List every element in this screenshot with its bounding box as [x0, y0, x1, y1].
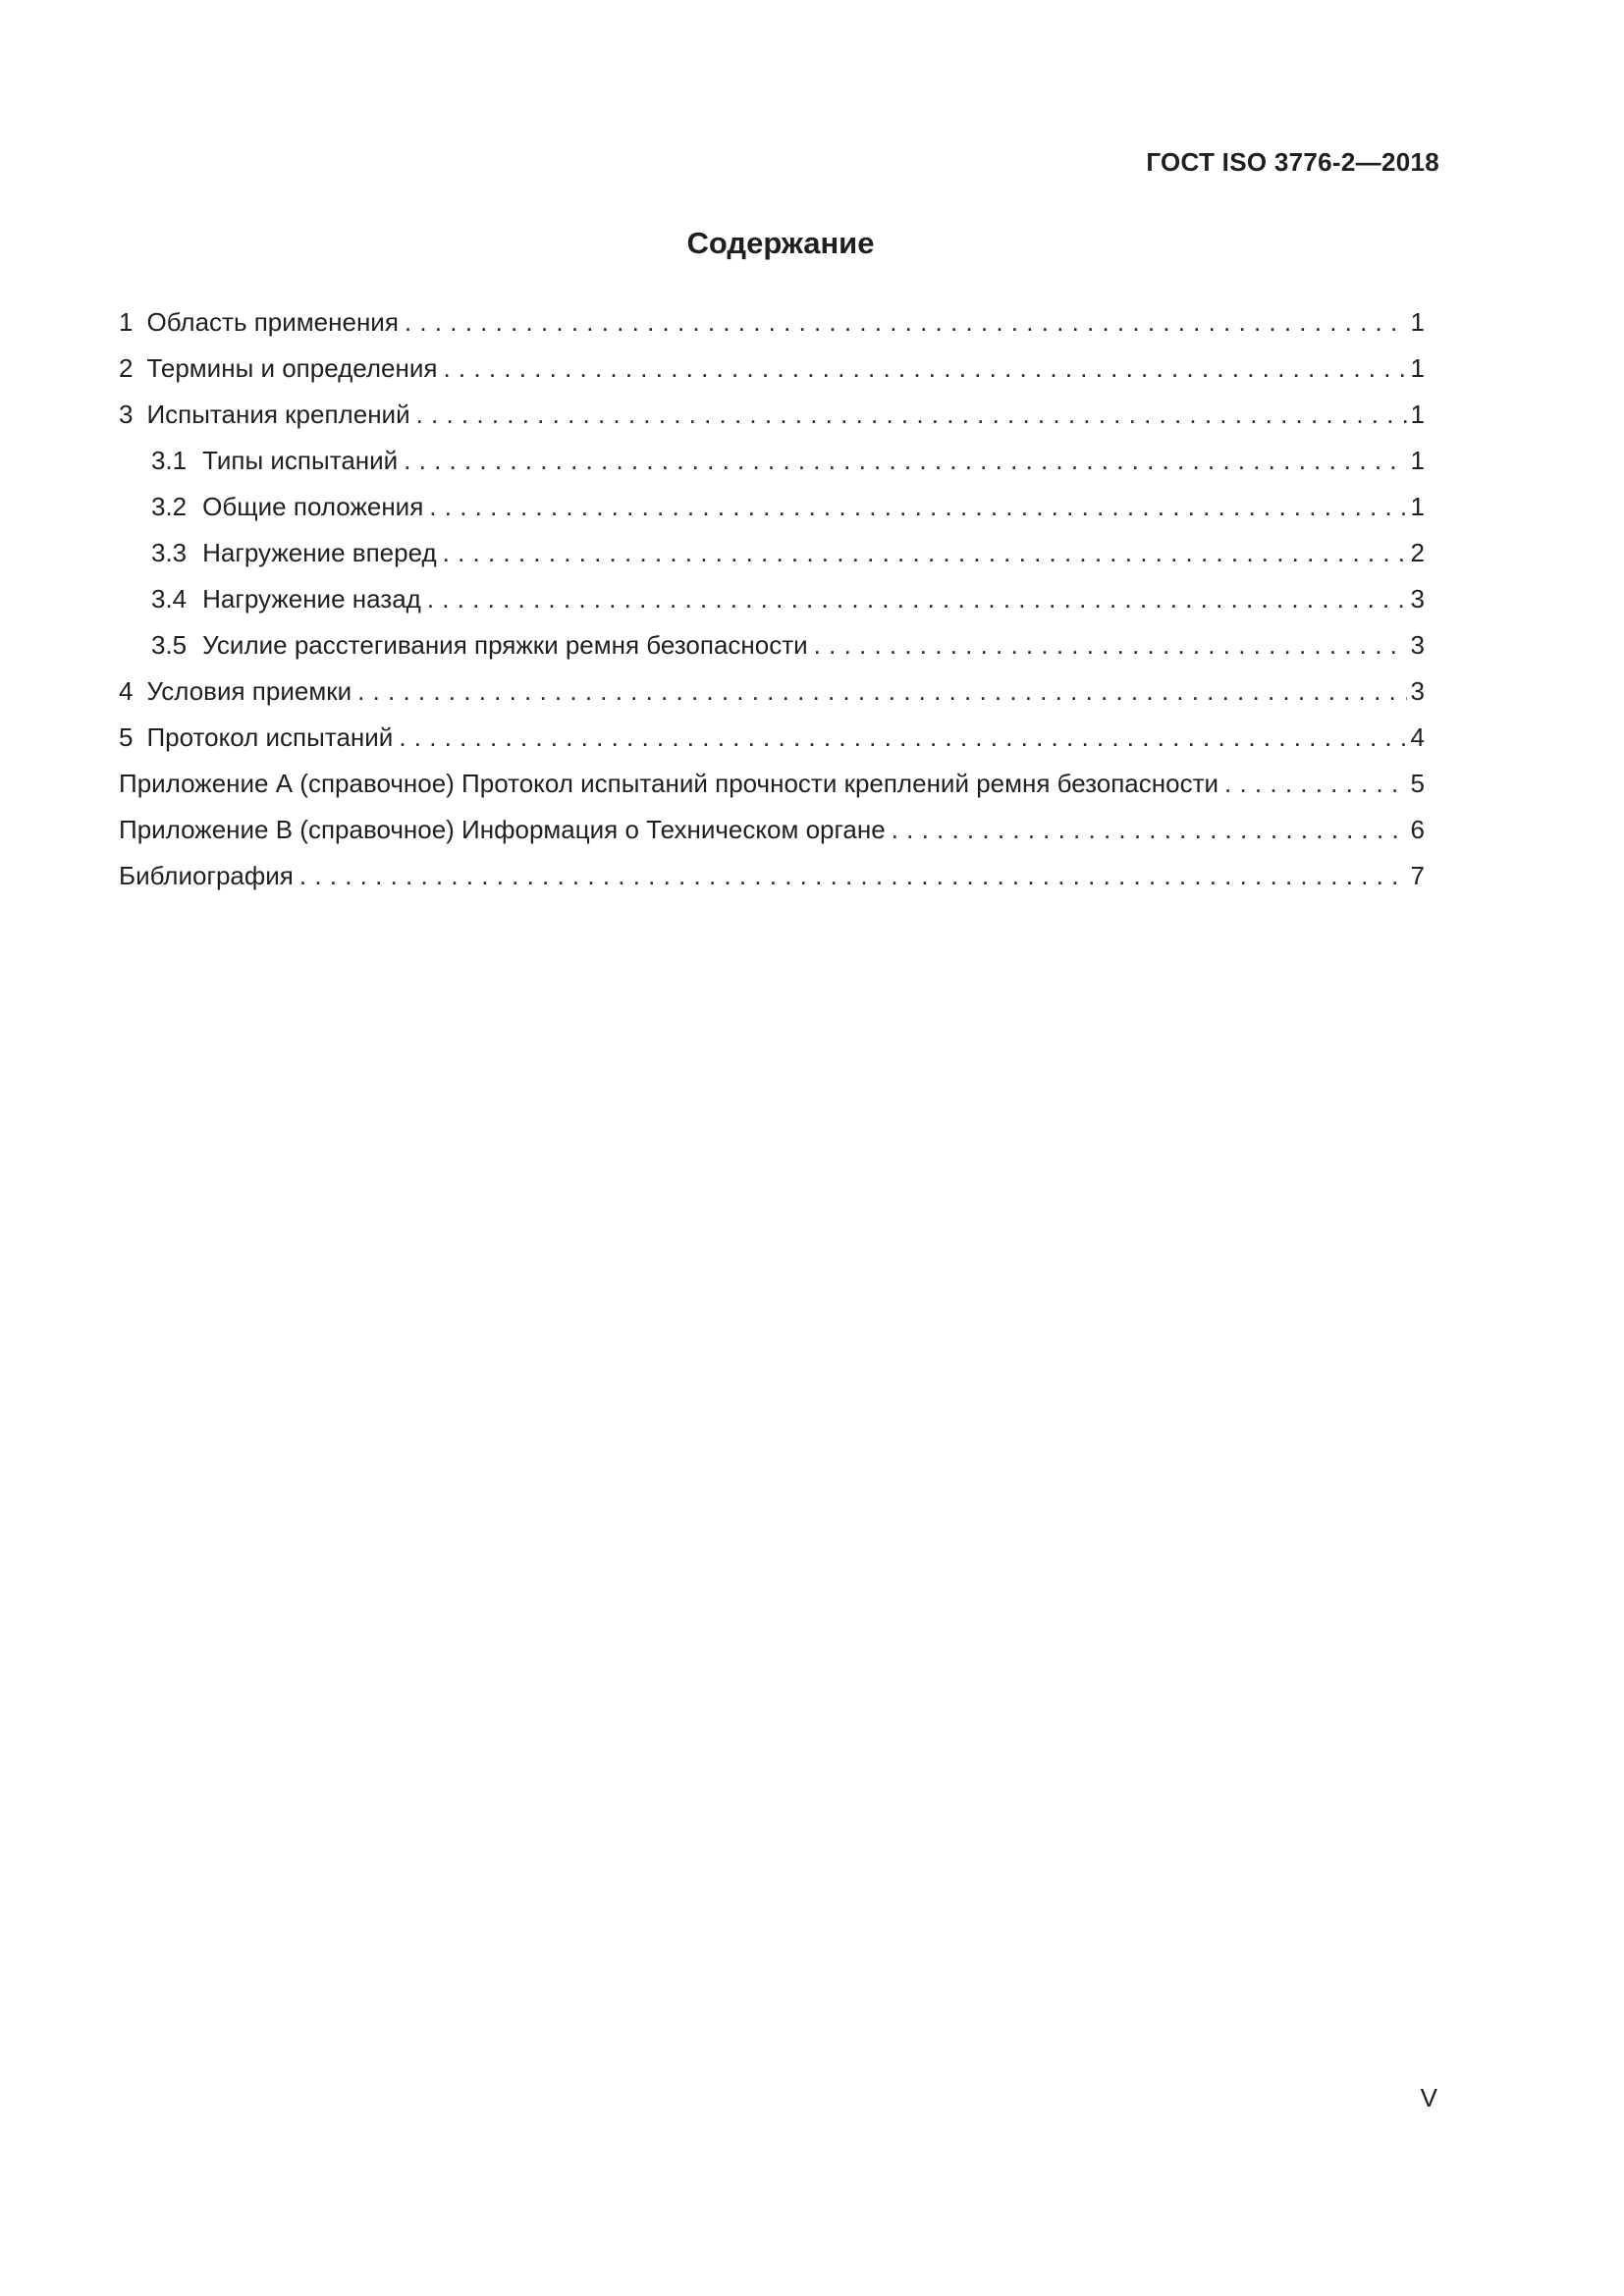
document-code: ГОСТ ISO 3776-2—2018	[1146, 147, 1439, 177]
page-number: V	[1420, 2083, 1437, 2112]
toc-leader-dots	[429, 484, 1406, 530]
toc-entry-number: 3.4	[151, 584, 188, 614]
toc-entry-title: Нагружение вперед	[202, 538, 437, 567]
toc-entry-number: 3.2	[151, 492, 188, 521]
toc-leader-dots	[357, 668, 1406, 715]
toc-entry-title: Область применения	[146, 307, 399, 337]
toc-leader-dots	[427, 576, 1407, 622]
table-of-contents	[119, 299, 1425, 899]
toc-entry-title: Протокол испытаний	[146, 722, 394, 752]
toc-entry-4[interactable]	[119, 668, 1425, 715]
toc-entry-number: 2	[119, 353, 134, 383]
toc-entry-bibliography[interactable]	[119, 853, 1425, 899]
toc-entry-3-3[interactable]	[119, 530, 1425, 576]
toc-entry-number: 3.1	[151, 446, 188, 475]
toc-entry-title: Общие положения	[202, 492, 424, 521]
toc-entry-page: 1	[1410, 353, 1425, 383]
toc-entry-page: 6	[1410, 815, 1425, 844]
toc-entry-number: 3.5	[151, 630, 188, 660]
toc-leader-dots	[399, 715, 1406, 761]
toc-entry-title: Испытания креплений	[146, 400, 410, 429]
toc-leader-dots	[416, 392, 1407, 438]
toc-entry-page: 1	[1410, 446, 1425, 475]
toc-leader-dots	[892, 807, 1407, 853]
toc-entry-number: 1	[119, 307, 134, 337]
toc-title: Содержание	[686, 226, 875, 260]
toc-entry-1[interactable]	[119, 299, 1425, 346]
toc-entry-page: 4	[1410, 722, 1425, 752]
toc-entry-3[interactable]	[119, 392, 1425, 438]
toc-leader-dots	[443, 346, 1406, 392]
toc-leader-dots	[299, 853, 1407, 899]
toc-leader-dots	[404, 438, 1406, 484]
toc-entry-page: 1	[1410, 492, 1425, 521]
toc-leader-dots	[1224, 761, 1407, 807]
toc-entry-title: Условия приемки	[146, 676, 352, 706]
toc-entry-number: 5	[119, 722, 134, 752]
toc-entry-title: Термины и определения	[146, 353, 438, 383]
toc-leader-dots	[814, 622, 1407, 668]
toc-entry-number: 4	[119, 676, 134, 706]
toc-entry-3-2[interactable]	[119, 484, 1425, 530]
toc-entry-title: Усилие расстегивания пряжки ремня безопасности	[202, 630, 808, 660]
toc-entry-number: 3	[119, 400, 134, 429]
toc-entry-3-1[interactable]	[119, 438, 1425, 484]
toc-entry-5[interactable]	[119, 715, 1425, 761]
toc-entry-3-4[interactable]	[119, 576, 1425, 622]
toc-entry-number: 3.3	[151, 538, 188, 567]
toc-entry-page: 1	[1410, 400, 1425, 429]
toc-entry-title: Библиография	[119, 861, 294, 890]
toc-entry-title: Типы испытаний	[202, 446, 399, 475]
toc-entry-2[interactable]	[119, 346, 1425, 392]
toc-entry-title: Нагружение назад	[202, 584, 421, 614]
toc-entry-page: 7	[1410, 861, 1425, 890]
toc-entry-page: 1	[1410, 307, 1425, 337]
toc-entry-page: 5	[1410, 769, 1425, 798]
toc-entry-page: 2	[1410, 538, 1425, 567]
toc-leader-dots	[405, 299, 1407, 346]
toc-entry-appendix-a[interactable]	[119, 761, 1425, 807]
toc-leader-dots	[443, 530, 1407, 576]
toc-entry-title: Приложение А (справочное) Протокол испытаний прочности креплений ремня безопасности	[119, 769, 1219, 798]
toc-entry-appendix-b[interactable]	[119, 807, 1425, 853]
toc-entry-page: 3	[1410, 630, 1425, 660]
toc-entry-page: 3	[1410, 584, 1425, 614]
toc-entry-page: 3	[1410, 676, 1425, 706]
toc-entry-3-5[interactable]	[119, 622, 1425, 668]
toc-entry-title: Приложение В (справочное) Информация о Техническом органе	[119, 815, 886, 844]
